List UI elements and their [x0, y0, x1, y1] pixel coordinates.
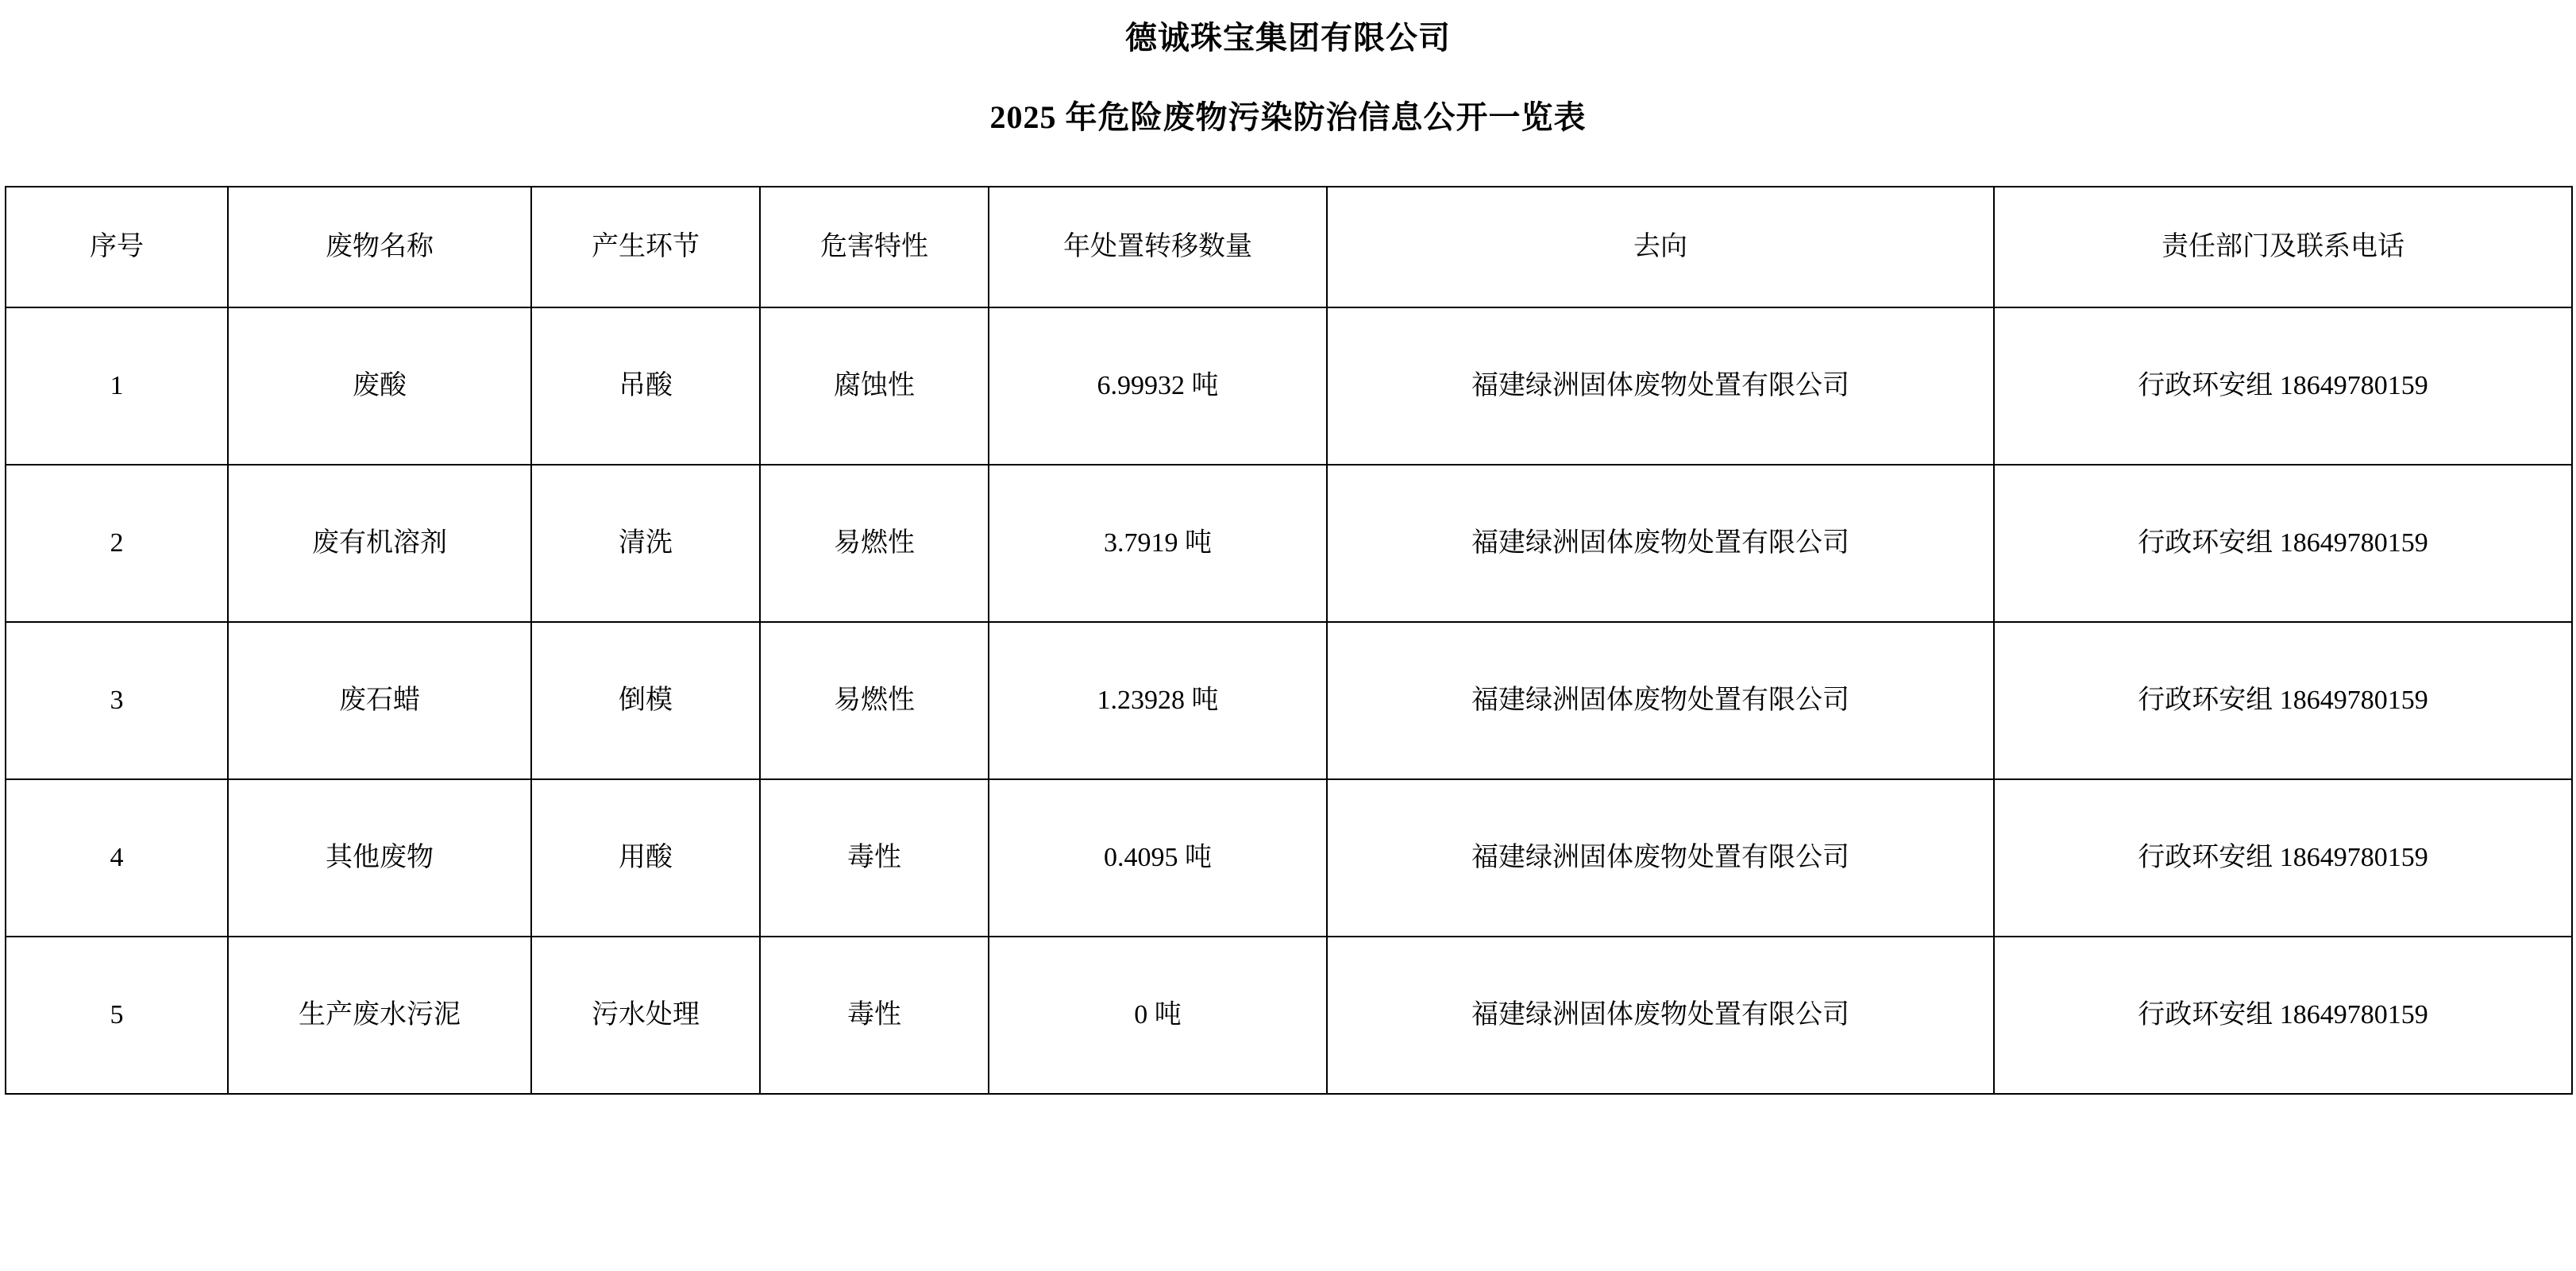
cell-department: 行政环安组 18649780159	[1994, 937, 2572, 1094]
cell-hazard: 易燃性	[760, 622, 989, 779]
cell-destination: 福建绿洲固体废物处置有限公司	[1327, 465, 1994, 622]
column-header-waste-name: 废物名称	[228, 187, 531, 307]
cell-process: 污水处理	[531, 937, 760, 1094]
cell-destination: 福建绿洲固体废物处置有限公司	[1327, 779, 1994, 937]
cell-index: 3	[6, 622, 228, 779]
cell-hazard: 毒性	[760, 937, 989, 1094]
cell-amount: 0 吨	[989, 937, 1327, 1094]
cell-amount: 0.4095 吨	[989, 779, 1327, 937]
table-row	[6, 465, 2572, 622]
cell-department: 行政环安组 18649780159	[1994, 465, 2572, 622]
cell-process: 吊酸	[531, 307, 760, 465]
cell-waste-name: 废酸	[228, 307, 531, 465]
hazardous-waste-table	[5, 186, 2573, 1095]
column-header-amount: 年处置转移数量	[989, 187, 1327, 307]
cell-destination: 福建绿洲固体废物处置有限公司	[1327, 937, 1994, 1094]
cell-waste-name: 其他废物	[228, 779, 531, 937]
column-header-department: 责任部门及联系电话	[1994, 187, 2572, 307]
cell-process: 用酸	[531, 779, 760, 937]
cell-index: 5	[6, 937, 228, 1094]
cell-waste-name: 废有机溶剂	[228, 465, 531, 622]
column-header-destination: 去向	[1327, 187, 1994, 307]
cell-department: 行政环安组 18649780159	[1994, 622, 2572, 779]
cell-process: 倒模	[531, 622, 760, 779]
cell-department: 行政环安组 18649780159	[1994, 779, 2572, 937]
cell-amount: 3.7919 吨	[989, 465, 1327, 622]
company-title: 德诚珠宝集团有限公司	[1125, 20, 1451, 56]
report-title: 2025 年危险废物污染防治信息公开一览表	[989, 99, 1587, 135]
cell-amount: 1.23928 吨	[989, 622, 1327, 779]
cell-waste-name: 生产废水污泥	[228, 937, 531, 1094]
column-header-hazard: 危害特性	[760, 187, 989, 307]
cell-hazard: 腐蚀性	[760, 307, 989, 465]
cell-department: 行政环安组 18649780159	[1994, 307, 2572, 465]
cell-index: 4	[6, 779, 228, 937]
table-body	[6, 307, 2572, 1094]
cell-waste-name: 废石蜡	[228, 622, 531, 779]
table-container	[0, 186, 2576, 1095]
column-header-index: 序号	[6, 187, 228, 307]
table-row	[6, 307, 2572, 465]
cell-hazard: 易燃性	[760, 465, 989, 622]
table-row	[6, 937, 2572, 1094]
table-row	[6, 779, 2572, 937]
cell-destination: 福建绿洲固体废物处置有限公司	[1327, 307, 1994, 465]
table-header	[6, 187, 2572, 307]
cell-amount: 6.99932 吨	[989, 307, 1327, 465]
title-block	[0, 0, 2576, 141]
cell-index: 1	[6, 307, 228, 465]
column-header-process: 产生环节	[531, 187, 760, 307]
cell-destination: 福建绿洲固体废物处置有限公司	[1327, 622, 1994, 779]
table-header-row	[6, 187, 2572, 307]
cell-process: 清洗	[531, 465, 760, 622]
table-row	[6, 622, 2572, 779]
cell-hazard: 毒性	[760, 779, 989, 937]
cell-index: 2	[6, 465, 228, 622]
